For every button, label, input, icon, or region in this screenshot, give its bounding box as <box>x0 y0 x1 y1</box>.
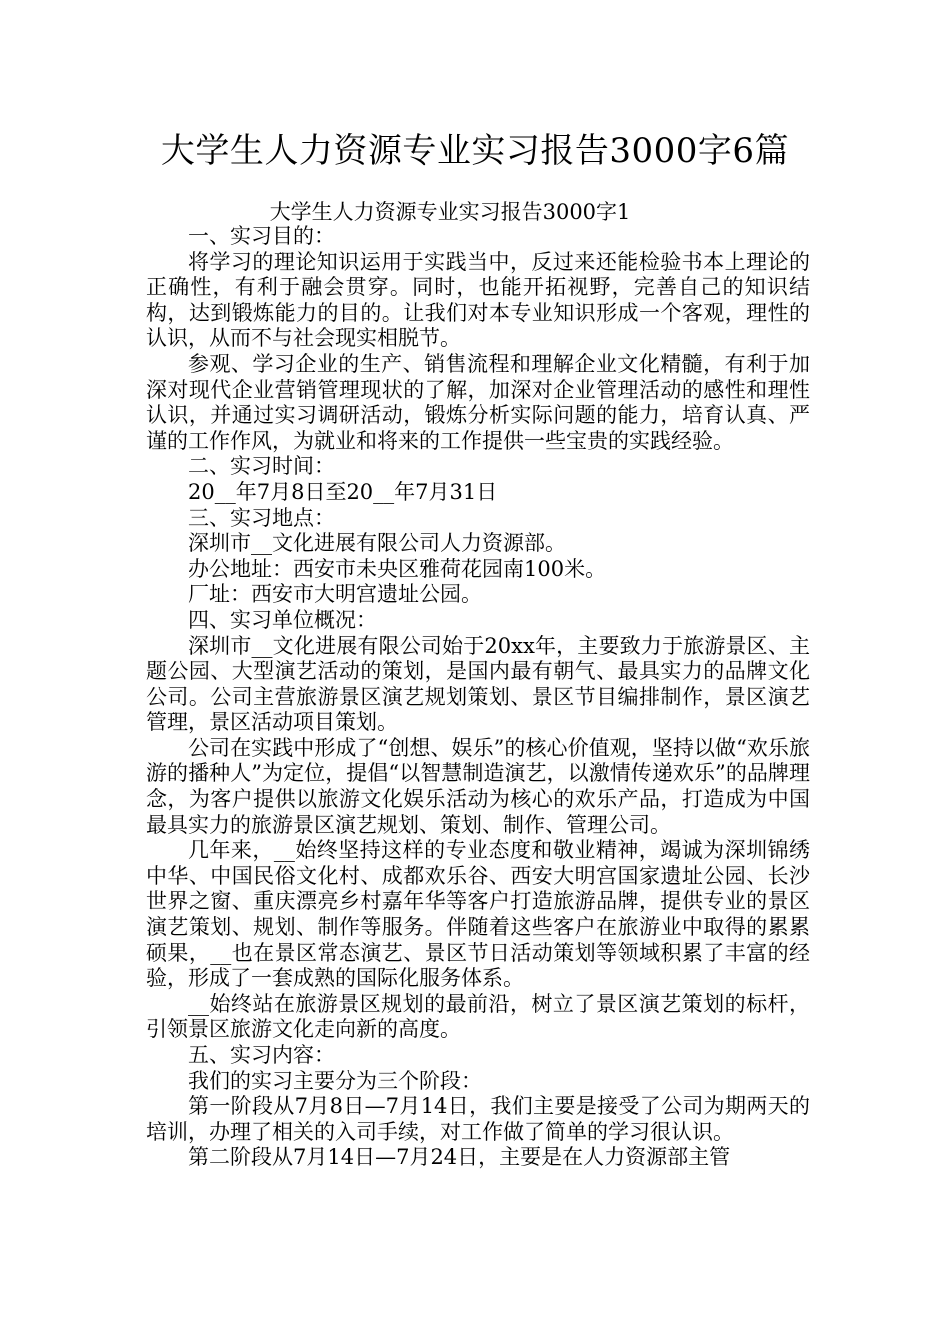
section-heading-time: 二、实习时间： <box>188 454 335 479</box>
document-title: 大学生人力资源专业实习报告3000字6篇 <box>160 131 790 171</box>
paragraph: 深圳市__文化进展有限公司始于20xx年，主要致力于旅游景区、主题公园、大型演艺活动的策划，是国内最有朝气、最具实力的品牌文化公司。公司主营旅游景区演艺规划策划、景区节目编排制作，景区演艺管理，景区活动项目策划。 <box>146 633 810 735</box>
section-subtitle: 大学生人力资源专业实习报告3000字1 <box>269 200 631 224</box>
paragraph: 参观、学习企业的生产、销售流程和理解企业文化精髓，有利于加深对现代企业营销管理现状的了解，加深对企业管理活动的感性和理性认识，并通过实习调研活动，锻炼分析实际问题的能力，培育认真、严谨的工作作风，为就业和将来的工作提供一些宝贵的实践经验。 <box>146 351 810 453</box>
section-heading-location: 三、实习地点： <box>188 505 335 530</box>
paragraph: 深圳市__文化进展有限公司人力资源部。 <box>188 531 566 556</box>
paragraph: 厂址：西安市大明宫遗址公园。 <box>188 582 482 607</box>
document-body <box>146 224 810 1171</box>
paragraph: 我们的实习主要分为三个阶段： <box>188 1068 482 1093</box>
section-heading-purpose: 一、实习目的： <box>188 224 335 248</box>
paragraph: 几年来，__始终坚持这样的专业态度和敬业精神，竭诚为深圳锦绣中华、中国民俗文化村、成都欢乐谷、西安大明宫国家遗址公园、长沙世界之窗、重庆漂亮乡村嘉年华等客户打造旅游品牌，提供专业的景区演艺策划、规划、制作等服务。伴随着这些客户在旅游业中取得的累累硕果，__也在景区常态演艺、景区节日活动策划等领域积累了丰富的经验，形成了一套成熟的国际化服务体系。 <box>146 838 810 991</box>
section-heading-overview: 四、实习单位概况： <box>188 607 377 632</box>
paragraph: 第一阶段从7月8日—7月14日，我们主要是接受了公司为期两天的培训，办理了相关的入司手续，对工作做了简单的学习很认识。 <box>146 1094 810 1144</box>
paragraph: 20__年7月8日至20__年7月31日 <box>188 479 498 504</box>
section-heading-content: 五、实习内容： <box>188 1043 335 1067</box>
paragraph: __始终站在旅游景区规划的最前沿，树立了景区演艺策划的标杆，引领景区旅游文化走向新的高度。 <box>146 991 810 1042</box>
paragraph: 将学习的理论知识运用于实践当中，反过来还能检验书本上理论的正确性，有利于融会贯穿。同时，也能开拓视野，完善自己的知识结构，达到锻炼能力的目的。让我们对本专业知识形成一个客观，理性的认识，从而不与社会现实相脱节。 <box>146 249 810 351</box>
paragraph: 公司在实践中形成了“创想、娱乐”的核心价值观，坚持以做“欢乐旅游的播种人”为定位，提倡“以智慧制造演艺，以激情传递欢乐”的品牌理念，为客户提供以旅游文化娱乐活动为核心的欢乐产品，打造成为中国最具实力的旅游景区演艺规划、策划、制作、管理公司。 <box>146 735 810 837</box>
paragraph: 办公地址：西安市未央区雅荷花园南100米。 <box>188 556 607 581</box>
paragraph: 第二阶段从7月14日—7月24日，主要是在人力资源部主管 <box>188 1145 731 1170</box>
